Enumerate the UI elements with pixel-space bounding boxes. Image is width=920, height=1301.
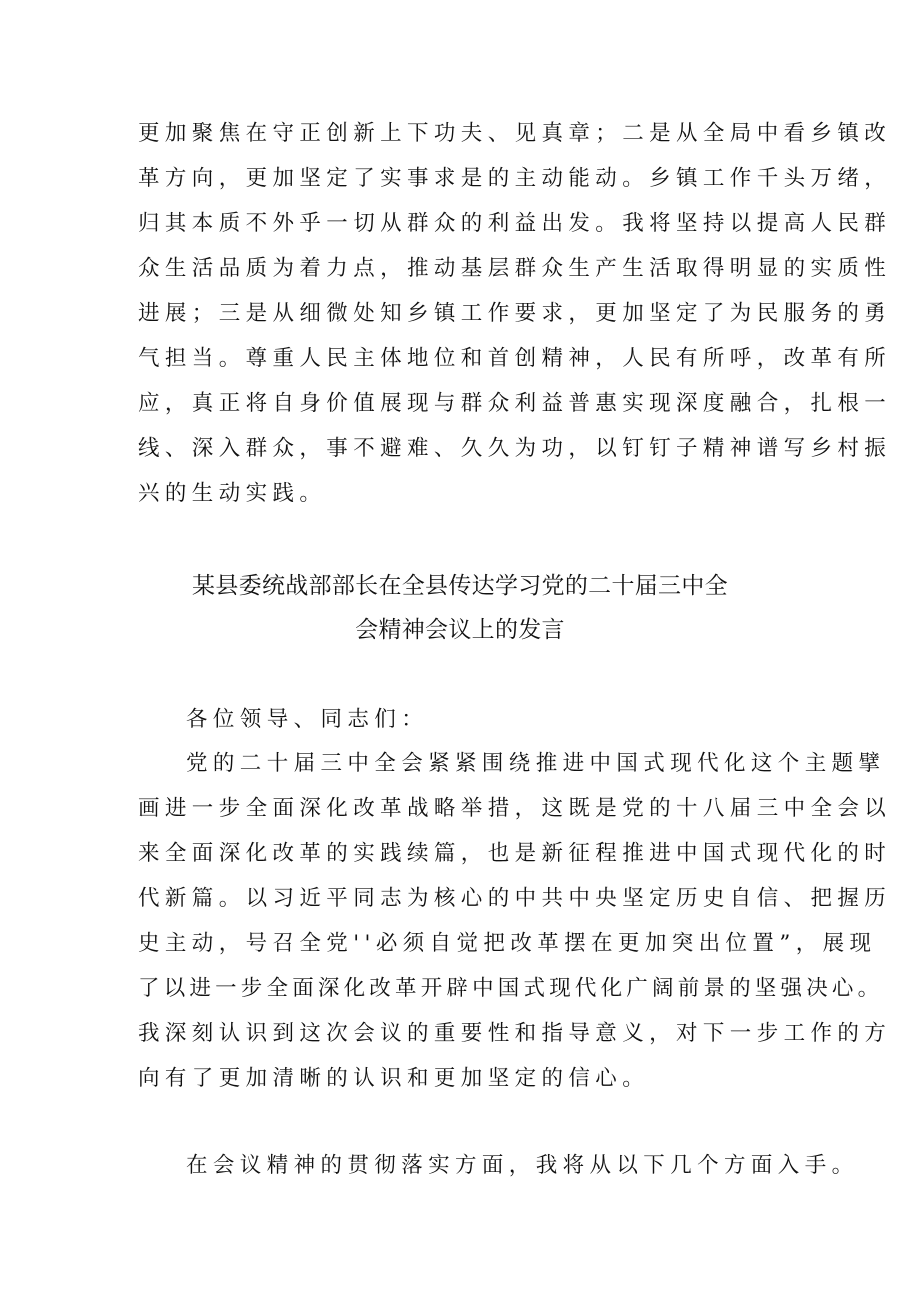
closing-line: 在会议精神的贯彻落实方面，我将从以下几个方面入手。 xyxy=(186,1153,859,1178)
title-line: 某县委统战部部长在全县传达学习党的二十届三中全 xyxy=(192,573,728,599)
paragraph-line: 来全面深化改革的实践续篇，也是新征程推进中国式现代化的时 xyxy=(138,841,892,866)
paragraph-line: 我深刻认识到这次会议的重要性和指导意义，对下一步工作的方 xyxy=(138,1021,892,1046)
paragraph-line: 线、深入群众，事不避难、久久为功，以钉钉子精神谱写乡村振 xyxy=(138,436,892,461)
paragraph-line: 向有了更加清晰的认识和更加坚定的信心。 xyxy=(138,1066,650,1091)
paragraph-line: 气担当。尊重人民主体地位和首创精神，人民有所呼，改革有所 xyxy=(138,346,892,371)
title-line: 会精神会议上的发言 xyxy=(355,617,565,643)
paragraph-line: 应，真正将自身价值展现与群众利益普惠实现深度融合，扎根一 xyxy=(138,391,892,416)
paragraph-line: 画进一步全面深化改革战略举措，这既是党的十八届三中全会以 xyxy=(138,796,892,821)
paragraph-line: 进展；三是从细微处知乡镇工作要求，更加坚定了为民服务的勇 xyxy=(138,301,892,326)
paragraph-line: 党的二十届三中全会紧紧围绕推进中国式现代化这个主题擘 xyxy=(186,751,886,776)
paragraph-line: 代新篇。以习近平同志为核心的中共中央坚定历史自信、把握历 xyxy=(138,886,892,911)
paragraph-line: 兴的生动实践。 xyxy=(138,481,327,506)
paragraph-line: 了以进一步全面深化改革开辟中国式现代化广阔前景的坚强决心。 xyxy=(138,976,884,1001)
paragraph-line: 众生活品质为着力点，推动基层群众生产生活取得明显的实质性 xyxy=(138,256,892,281)
paragraph-line: 史主动，号召全党''必须自觉把改革摆在更加突出位置”，展现 xyxy=(138,931,877,956)
paragraph-line: 革方向，更加坚定了实事求是的主动能动。乡镇工作千头万绪， xyxy=(138,166,892,191)
paragraph-line: 归其本质不外乎一切从群众的利益出发。我将坚持以提高人民群 xyxy=(138,211,892,236)
paragraph-line: 更加聚焦在守正创新上下功夫、见真章；二是从全局中看乡镇改 xyxy=(138,121,892,146)
salutation: 各位领导、同志们： xyxy=(186,707,429,732)
